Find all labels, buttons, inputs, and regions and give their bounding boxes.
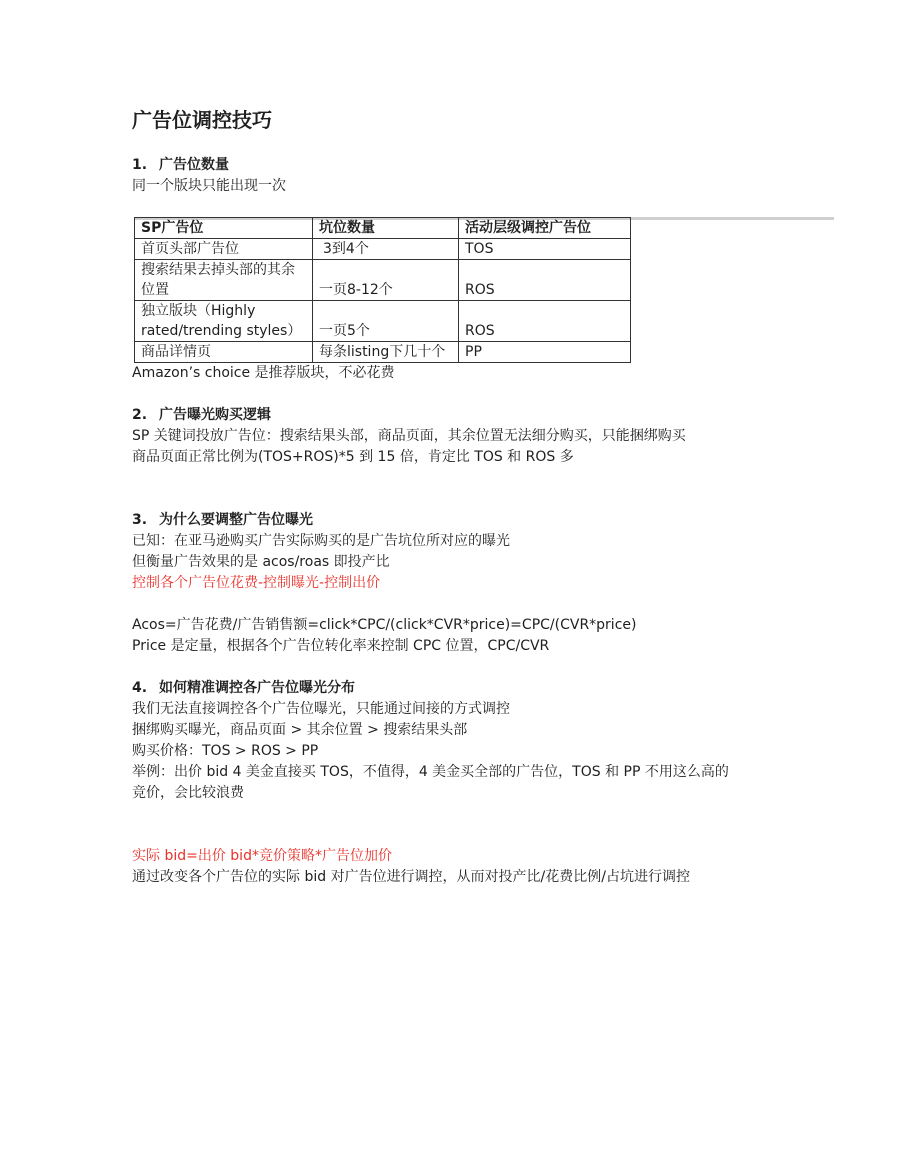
section-3-heading [132,510,832,531]
section-3-text-3 [132,573,832,594]
section-4-text-4: 举例：出价 bid 4 美金直接买 TOS，不值得，4 美金买全部的广告位，TOS 和 PP 不用这么高的 [132,764,729,780]
highlight-text: 控制各个广告位花费 [132,575,258,591]
table-header-cell: 坑位数量 [313,218,459,239]
section-2-text-1: SP 关键词投放广告位：搜索结果头部，商品页面，其余位置无法细分购买，只能捆绑购买 [132,428,686,444]
table-cell: ROS [459,301,631,342]
table-cell: 商品详情页 [135,342,313,363]
table-cell: 3到4个 [313,239,459,260]
section-2-heading [132,405,832,426]
section-1-note: Amazon’s choice 是推荐版块，不必花费 [132,365,395,381]
table-cell: 独立版块（Highly rated/trending styles） [135,301,313,342]
section-2-title: 广告曝光购买逻辑 [159,407,271,423]
table-cell: 搜索结果去掉头部的其余位置 [135,260,313,301]
section-1-number: 1. [132,157,148,173]
section-1-title: 广告位数量 [159,157,229,173]
table-row [135,239,631,260]
table-cell: 首页头部广告位 [135,239,313,260]
table-header-row [135,218,631,239]
table-header-cell: SP广告位 [135,218,313,239]
section-3-formula: Acos=广告花费/广告销售额=click*CPC/(click*CVR*price)=CPC/(CVR*price) [132,617,637,633]
section-3-text-3-rest: -控制曝光-控制出价 [258,575,381,591]
table-header-cell: 活动层级调控广告位 [459,218,631,239]
section-2-text-2: 商品页面正常比例为(TOS+ROS)*5 到 15 倍，肯定比 TOS 和 ROS 多 [132,449,574,465]
table-cell: 一页8-12个 [313,260,459,301]
section-4-highlight: 实际 bid=出价 bid*竞价策略*广告位加价 [132,848,392,864]
section-4-heading [132,678,832,699]
section-4-text-2: 捆绑购买曝光，商品页面 > 其余位置 > 搜索结果头部 [132,722,468,738]
section-3-number: 3. [132,512,148,528]
section-1-text: 同一个版块只能出现一次 [132,178,286,194]
table-cell: TOS [459,239,631,260]
table-row [135,301,631,342]
section-2-number: 2. [132,407,148,423]
table-cell: ROS [459,260,631,301]
document-page [132,104,832,888]
section-3-text-5: Price 是定量，根据各个广告位转化率来控制 CPC 位置，CPC/CVR [132,638,550,654]
section-1-heading [132,155,832,176]
section-4-text-7: 通过改变各个广告位的实际 bid 对广告位进行调控，从而对投产比/花费比例/占坑进行调控 [132,869,690,885]
section-4-title: 如何精准调控各广告位曝光分布 [159,680,355,696]
section-3-text-2: 但衡量广告效果的是 acos/roas 即投产比 [132,554,390,570]
section-3-text-1: 已知：在亚马逊购买广告实际购买的是广告坑位所对应的曝光 [132,533,510,549]
blank-line [132,594,832,615]
section-4-text-1: 我们无法直接调控各个广告位曝光，只能通过间接的方式调控 [132,701,510,717]
table-row [135,342,631,363]
ad-placement-table [134,217,631,363]
section-4-text-3: 购买价格：TOS > ROS > PP [132,743,319,759]
table-cell: 一页5个 [313,301,459,342]
document-title: 广告位调控技巧 [132,108,272,132]
section-4-text-5: 竞价，会比较浪费 [132,785,244,801]
table-row [135,260,631,301]
section-4-number: 4. [132,680,148,696]
table-cell: 每条listing下几十个 [313,342,459,363]
table-cell: PP [459,342,631,363]
section-3-title: 为什么要调整广告位曝光 [159,512,313,528]
ad-placement-table-wrap [134,217,834,363]
